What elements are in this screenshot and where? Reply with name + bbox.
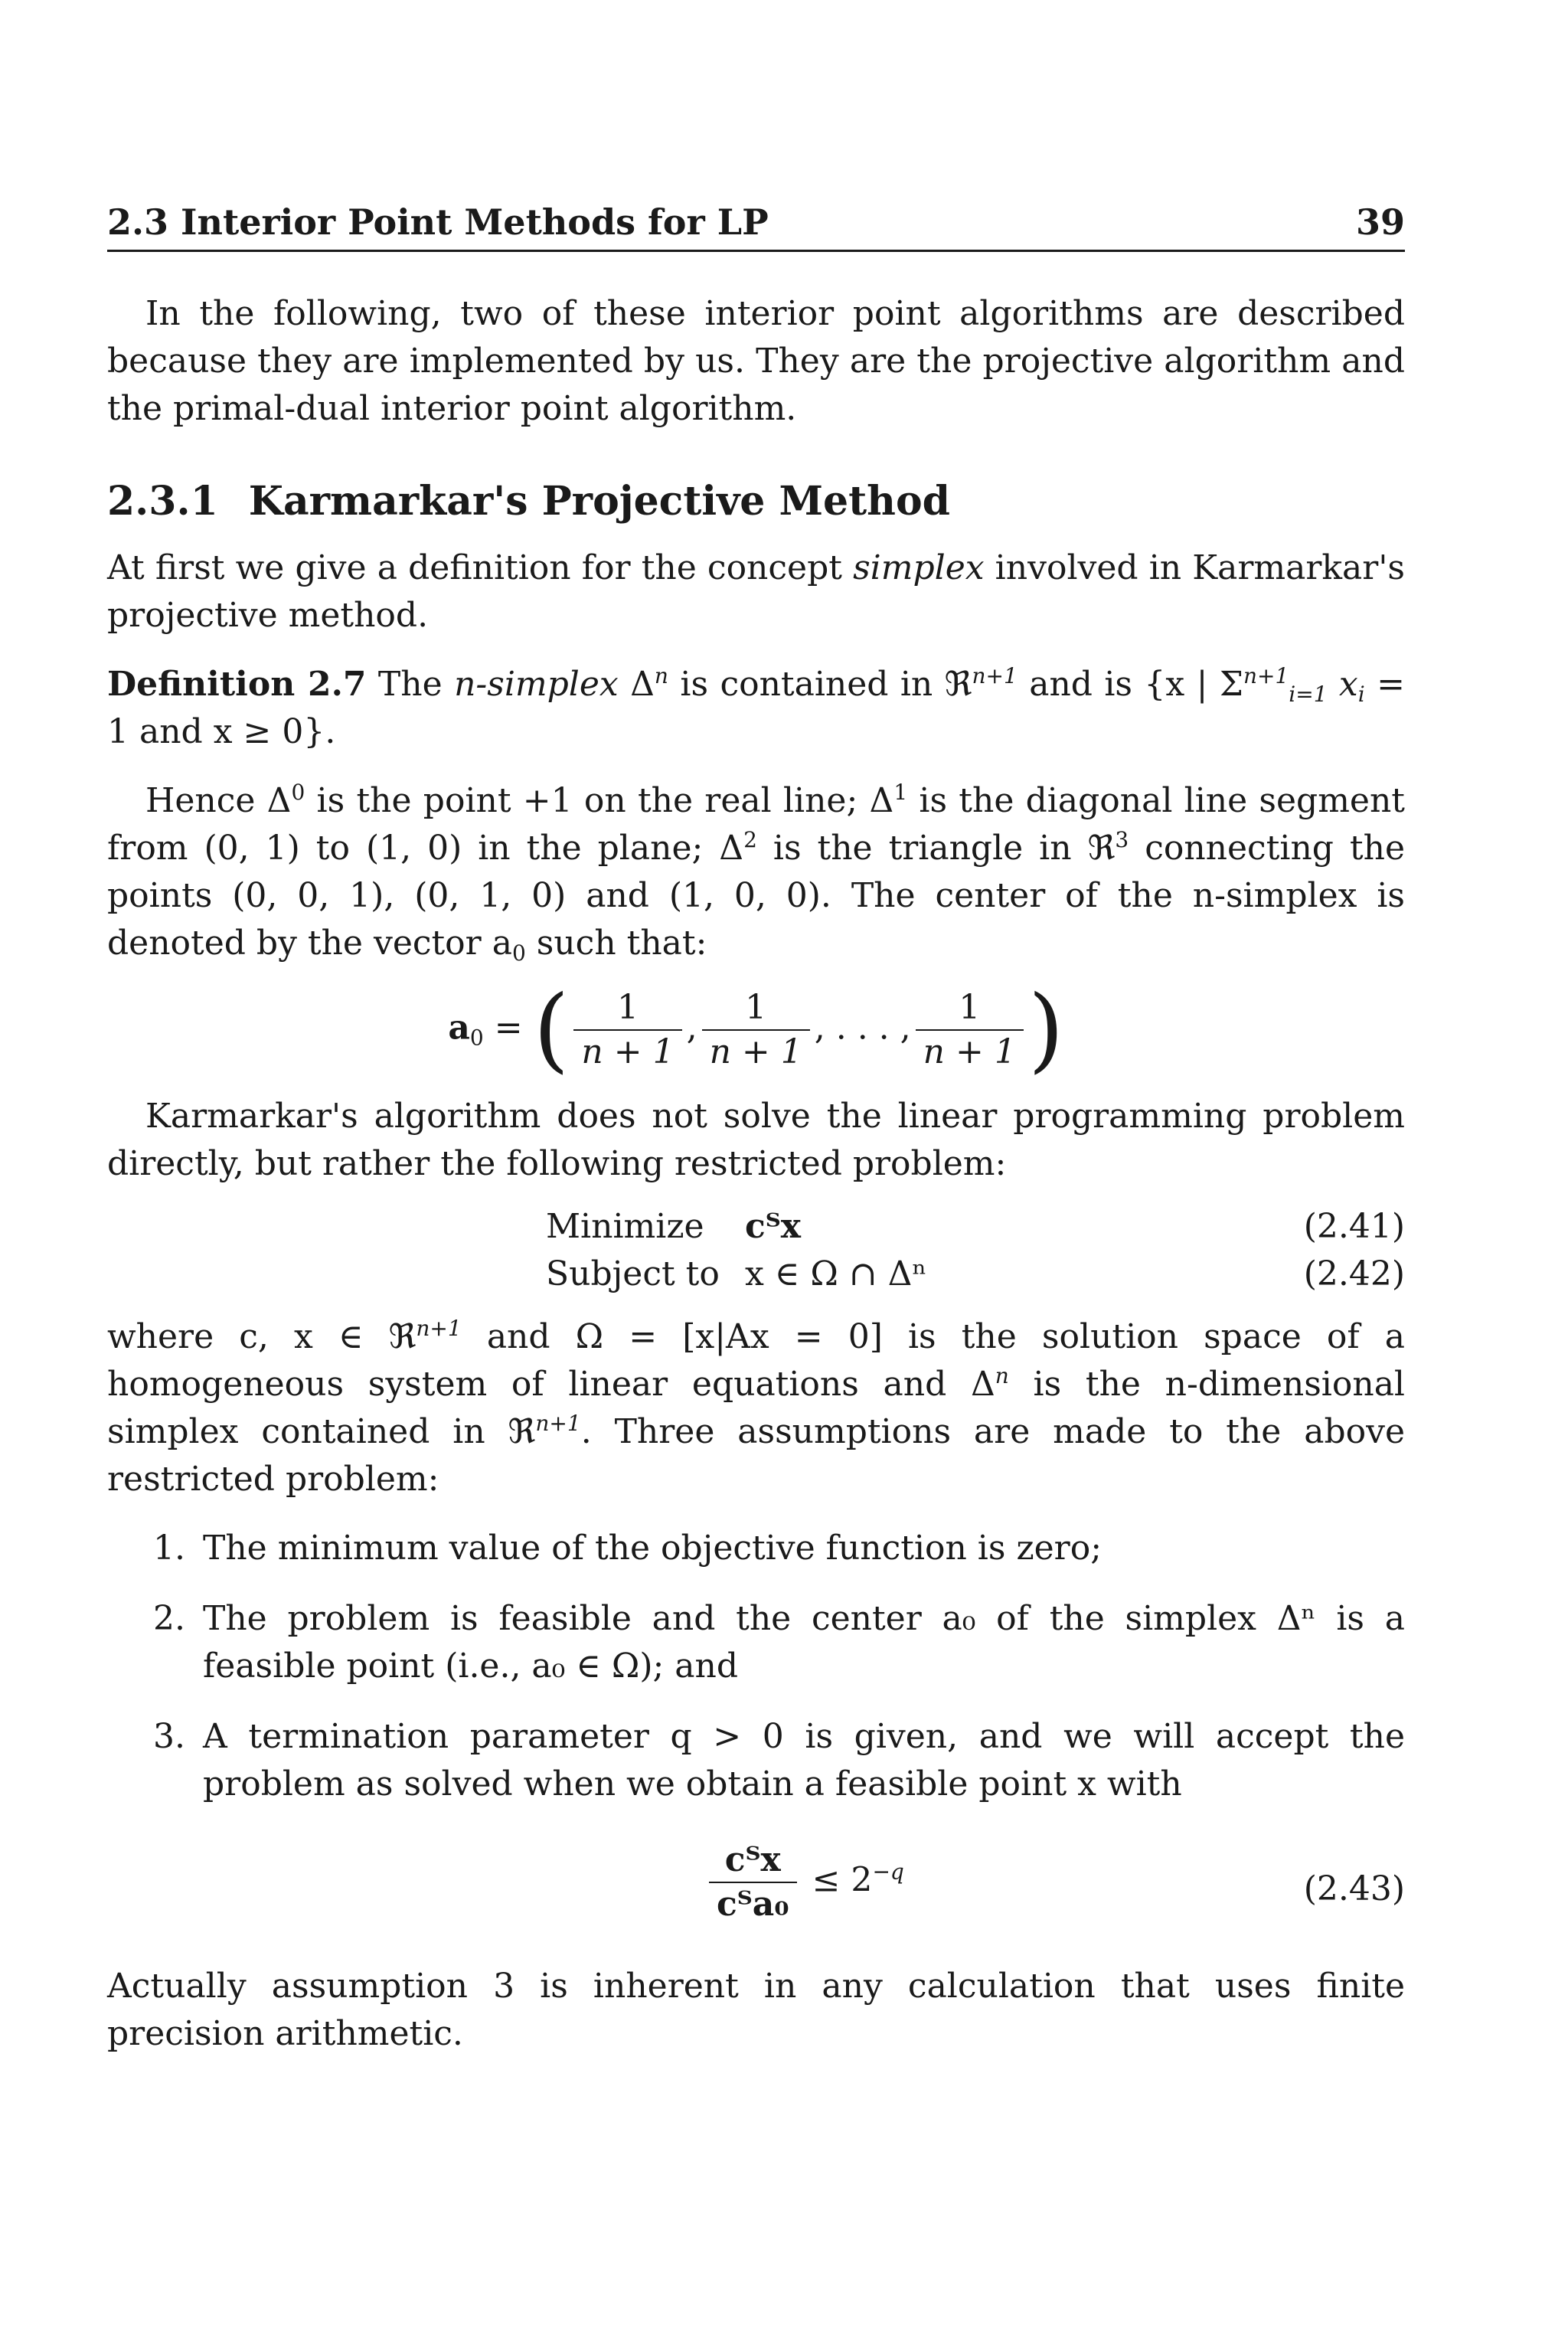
- subject-to-label: Subject to: [546, 1254, 720, 1293]
- restricted-problem: [107, 1203, 1405, 1298]
- minimize-label: Minimize: [546, 1207, 704, 1246]
- solution-space-paragraph: where c, x ∈ ℜ$^{n+1}$ and Ω = [x|Ax = 0] is the solution space of a homogeneous system of linear equations and $\Delta^n$ is the n-dimensional simplex contained in ℜ$^{n+1}$. Three assumptions are made to the above restricted problem:: [107, 1316, 1406, 1499]
- restricted-problem-paragraph: Karmarkar's algorithm does not solve the linear programming problem directly, but rather the following restricted problem:: [107, 1097, 1405, 1183]
- list-item: 2. The problem is feasible and the center a₀ of the simplex Δⁿ is a feasible point (i.e., a₀ ∈ Ω); and: [153, 1599, 1405, 1686]
- fraction: $\frac{1}{n + 1}$: [702, 986, 810, 1074]
- section-title: Karmarkar's Projective Method: [248, 478, 951, 525]
- objective-expression: cᵀx: [745, 1207, 802, 1246]
- section-heading: [107, 477, 1405, 526]
- header-section-title: 2.3 Interior Point Methods for LP: [107, 201, 769, 243]
- closing-paragraph: Actually assumption 3 is inherent in any calculation that uses finite precision arithmetic.: [107, 1967, 1405, 2053]
- simplex-paragraph: At first we give a definition for the concept simplex involved in Karmarkar's projective method.: [107, 548, 1405, 635]
- list-item: 3. A termination parameter q > 0 is given, and we will accept the problem as solved when we obtain a feasible point x with: [153, 1717, 1405, 1804]
- center-equation: $a_0$ = ( $\frac{1}{n + 1}$ , $\frac{1}{n + 1}$ , . . . , $\frac{1}{n + 1}$ ): [448, 976, 1064, 1083]
- definition-label: Definition 2.7: [107, 665, 367, 704]
- fraction: $\frac{\text{cᵀx}}{\text{cᵀa₀}}$: [709, 1839, 797, 1926]
- list-item: 1. The minimum value of the objective function is zero;: [153, 1529, 1102, 1568]
- constraint-expression: x ∈ Ω ∩ Δⁿ: [745, 1254, 927, 1293]
- termination-equation: $\frac{\text{cᵀx}}{\text{cᵀa₀}}$ ≤ $2^{-q}$ (2.43): [107, 1831, 1405, 1946]
- page-content: [107, 199, 1405, 2058]
- simplex-examples-paragraph: Hence $\Delta^0$ is the point +1 on the real line; $\Delta^1$ is the diagonal line segment from (0, 1) to (1, 0) in the plane; $\Delta^2$ is the triangle in ℜ$^3$ connecting the points (0, 0, 1), (0, 1, 0) and (1, 0, 0). The center of the n-simplex is denoted by the vector $a_0$ such that:: [107, 780, 1405, 966]
- equation-number-2-42: (2.42): [1303, 1254, 1405, 1293]
- equation-number-2-43: (2.43): [1303, 1869, 1405, 1908]
- intro-paragraph: In the following, two of these interior point algorithms are described because they are implemented by us. They are the projective algorithm and the primal-dual interior point algorithm.: [107, 294, 1405, 428]
- simplex-term: simplex: [853, 548, 985, 587]
- section-number: 2.3.1: [107, 478, 218, 525]
- assumptions-list: [107, 1525, 1405, 1808]
- equation-number-2-41: (2.41): [1303, 1207, 1405, 1246]
- definition-2-7: Definition 2.7 The n-simplex $\Delta^n$ is contained in ℜ$^{n+1}$ and is {x | $\Sigma^{n+1}_{i=1}$ $x_i = 1$ and x ≥ 0}.: [107, 663, 1405, 751]
- fraction: $\frac{1}{n + 1}$: [916, 986, 1024, 1074]
- running-header: [107, 199, 1405, 252]
- fraction: $\frac{1}{n + 1}$: [573, 986, 681, 1074]
- page-number: 39: [1355, 201, 1405, 243]
